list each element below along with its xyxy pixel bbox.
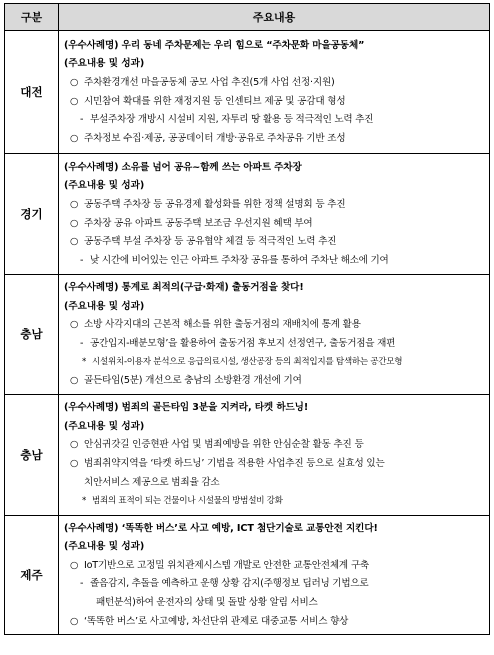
list-subitem-continued: 패턴분석)하여 운전자의 상태 및 돌발 상황 알림 서비스 xyxy=(96,596,318,608)
list-subitem: - 낮 시간에 비어있는 인근 아파트 주차장 공유를 통하여 주차난 해소에 기여 xyxy=(80,254,389,266)
list-subitem: - 공간입지-배분모형’을 활용하여 출동거점 후보지 선정연구, 출동거점을 재편 xyxy=(80,337,396,349)
table-header-row xyxy=(5,4,490,31)
list-item-continued: 치안서비스 제공으로 범죄율 감소 xyxy=(84,476,220,488)
case-subtitle: (주요내용 및 성과) xyxy=(64,541,145,553)
list-item: ○ 주차환경개선 마을공동체 공모 사업 추진(5개 사업 선정·지원) xyxy=(70,76,335,88)
case-title: (우수사례명) 통계로 최적의(구급·화재) 출동거점을 찾다! xyxy=(64,282,304,293)
list-item: ○ 골든타임(5분) 개선으로 충남의 소방환경 개선에 기여 xyxy=(70,374,302,386)
list-item: ○ 공동주택 부설 주차장 등 공유협약 체결 등 적극적인 노력 추진 xyxy=(70,236,337,248)
list-item: ○ 주차정보 수집·제공, 공공데이터 개방·공유로 주차공유 기반 조성 xyxy=(70,132,346,144)
list-item: ○ 주차장 공유 아파트 공동주택 보조금 우선지원 혜택 부여 xyxy=(70,217,313,229)
table-row xyxy=(5,154,490,275)
region-cell: 충남 xyxy=(5,275,59,395)
list-item: ○ IoT기반으로 고정밀 위치관제시스템 개발로 안전한 교통안전체계 구축 xyxy=(70,559,369,571)
content-cell xyxy=(59,31,490,154)
table-row xyxy=(5,31,490,154)
list-subitem: - 부설주차장 개방시 시설비 지원, 자투리 땅 활용 등 적극적인 노력 추진 xyxy=(80,114,374,126)
region-cell: 대전 xyxy=(5,31,59,154)
header-region: 구분 xyxy=(5,4,59,31)
region-cell: 경기 xyxy=(5,154,59,275)
case-subtitle: (주요내용 및 성과) xyxy=(64,300,145,312)
table-row xyxy=(5,515,490,635)
header-content: 주요내용 xyxy=(59,4,490,31)
list-item: ○ 시민참여 확대를 위한 재정지원 등 인센티브 제공 및 공감대 형성 xyxy=(70,95,346,107)
case-subtitle: (주요내용 및 성과) xyxy=(64,420,145,432)
region-cell: 제주 xyxy=(5,515,59,635)
content-cell xyxy=(59,394,490,515)
list-item: ○ 안심귀갓길 인증현판 사업 및 범죄예방을 위한 안심순찰 활동 추진 등 xyxy=(70,439,364,451)
table-row xyxy=(5,394,490,515)
content-cell xyxy=(59,275,490,395)
content-cell xyxy=(59,515,490,635)
content-cell xyxy=(59,154,490,275)
list-note: * 시설위치-이용자 분석으로 응급의료시설, 생산공장 등의 최적입지를 탐색하는 공간모형 xyxy=(82,357,403,368)
list-subitem: - 졸음감지, 추돌을 예측하고 운행 상황 감지(주행정보 딥러닝 기법으로 xyxy=(80,578,369,590)
table-row xyxy=(5,275,490,395)
list-item: ○ 범죄취약지역을 ‘타켓 하드닝’ 기법을 적용한 사업추진 등으로 실효성 있는 xyxy=(70,458,385,470)
case-title: (우수사례명) ‘똑똑한 버스’로 사고 예방, ICT 첨단기술로 교통안전 지킨다! xyxy=(64,522,378,534)
case-title: (우수사례명) 범죄의 골든타임 3분을 지켜라, 타켓 하드닝! xyxy=(64,402,309,414)
list-item: ○ ‘똑똑한 버스’로 사고예방, 차선단위 관제로 대중교통 서비스 향상 xyxy=(70,615,349,627)
region-cell: 충남 xyxy=(5,394,59,515)
case-title: (우수사례명) 우리 동네 주차문제는 우리 힘으로 “주차문화 마을공동체” xyxy=(64,39,365,51)
case-subtitle: (주요내용 및 성과) xyxy=(64,180,145,192)
list-note: * 범죄의 표적이 되는 건물이나 시설물의 방범설비 강화 xyxy=(82,496,283,507)
case-subtitle: (주요내용 및 성과) xyxy=(64,58,145,70)
case-title: (우수사례명) 소유를 넘어 공유~함께 쓰는 아파트 주차장 xyxy=(64,161,302,173)
list-item: ○ 소방 사각지대의 근본적 해소를 위한 출동거점의 재배치에 통계 활용 xyxy=(70,319,361,331)
case-table xyxy=(4,3,490,635)
list-item: ○ 공동주택 주차장 등 공유경제 활성화를 위한 정책 설명회 등 추진 xyxy=(70,198,346,210)
